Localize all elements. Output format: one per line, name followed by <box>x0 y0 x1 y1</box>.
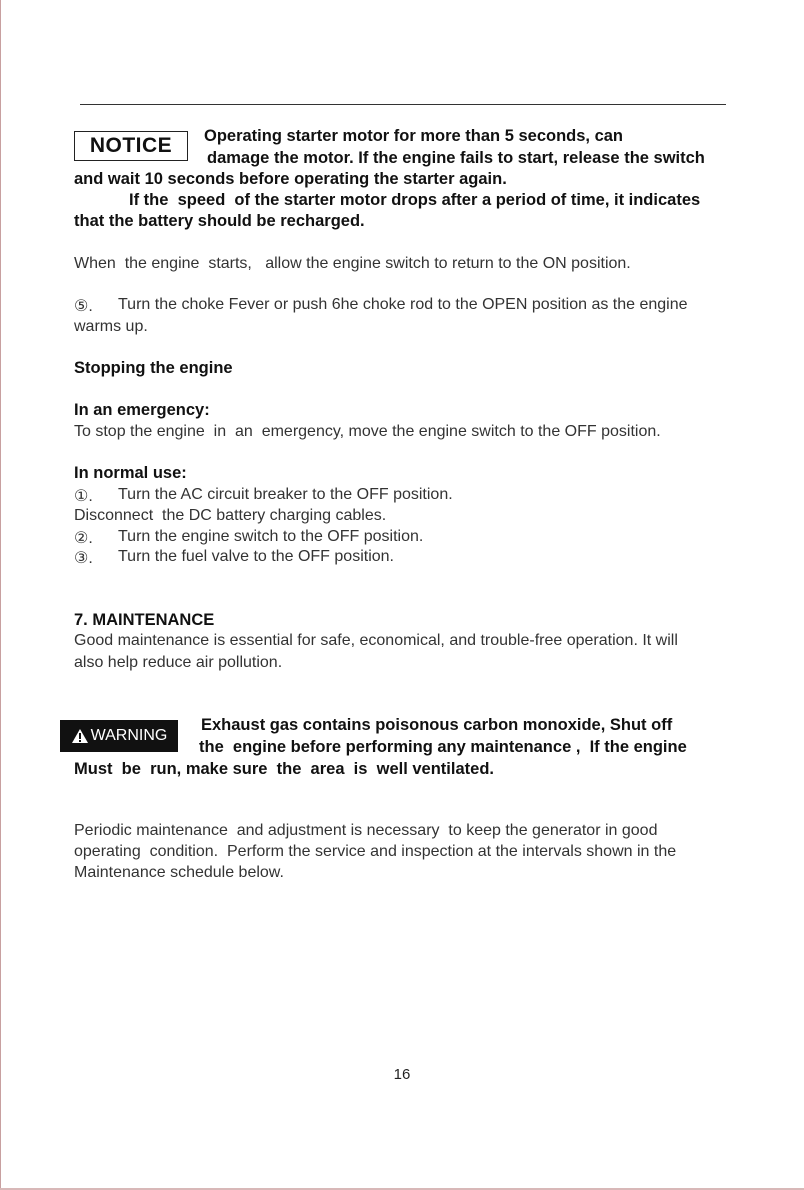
step5-line-2: warms up. <box>74 318 148 335</box>
step3-text: Turn the fuel valve to the OFF position. <box>118 548 394 565</box>
stopping-heading: Stopping the engine <box>74 359 233 377</box>
page-left-edge <box>0 0 1 1190</box>
emergency-text: To stop the engine in an emergency, move the engine switch to the OFF position. <box>74 423 661 440</box>
notice-line-3: and wait 10 seconds before operating the starter again. <box>74 170 507 188</box>
notice-line-4: If the speed of the starter motor drops after a period of time, it indicates <box>129 191 701 209</box>
step1-number: ①. <box>74 488 93 505</box>
header-rule <box>80 104 726 105</box>
periodic-line-2: operating condition. Perform the service and inspection at the intervals shown in the <box>74 843 677 860</box>
warning-triangle-icon <box>71 728 89 744</box>
step5-number: ⑤. <box>74 298 93 315</box>
step2-text: Turn the engine switch to the OFF position. <box>118 528 424 545</box>
warning-line-1: Exhaust gas contains poisonous carbon monoxide, Shut off <box>201 716 673 734</box>
page-number: 16 <box>393 1066 411 1083</box>
emergency-heading: In an emergency: <box>74 401 210 419</box>
maintenance-line-2: also help reduce air pollution. <box>74 654 283 671</box>
notice-line-5: that the battery should be recharged. <box>74 212 365 230</box>
periodic-line-1: Periodic maintenance and adjustment is necessary to keep the generator in good <box>74 822 658 839</box>
maintenance-line-1: Good maintenance is essential for safe, economical, and trouble-free operation. It will <box>74 632 678 649</box>
normal-use-heading: In normal use: <box>74 464 187 482</box>
engine-starts-paragraph: When the engine starts, allow the engine switch to return to the ON position. <box>74 255 631 272</box>
step3-number: ③. <box>74 550 93 567</box>
notice-label: NOTICE <box>89 134 173 157</box>
warning-line-3: Must be run, make sure the area is well ventilated. <box>74 760 494 778</box>
notice-label-box <box>74 131 188 161</box>
periodic-line-3: Maintenance schedule below. <box>74 864 284 881</box>
notice-line-2: damage the motor. If the engine fails to start, release the switch <box>207 149 705 167</box>
warning-badge <box>60 720 178 752</box>
step5-line-1: Turn the choke Fever or push 6he choke rod to the OPEN position as the engine <box>118 296 688 313</box>
disconnect-text: Disconnect the DC battery charging cables. <box>74 507 387 524</box>
step2-number: ②. <box>74 530 93 547</box>
warning-line-2: the engine before performing any maintenance , If the engine <box>199 738 687 756</box>
step1-text: Turn the AC circuit breaker to the OFF position. <box>118 486 453 503</box>
maintenance-heading: 7. MAINTENANCE <box>74 611 215 629</box>
warning-label: WARNING <box>90 727 168 744</box>
notice-line-1: Operating starter motor for more than 5 seconds, can <box>204 127 624 145</box>
